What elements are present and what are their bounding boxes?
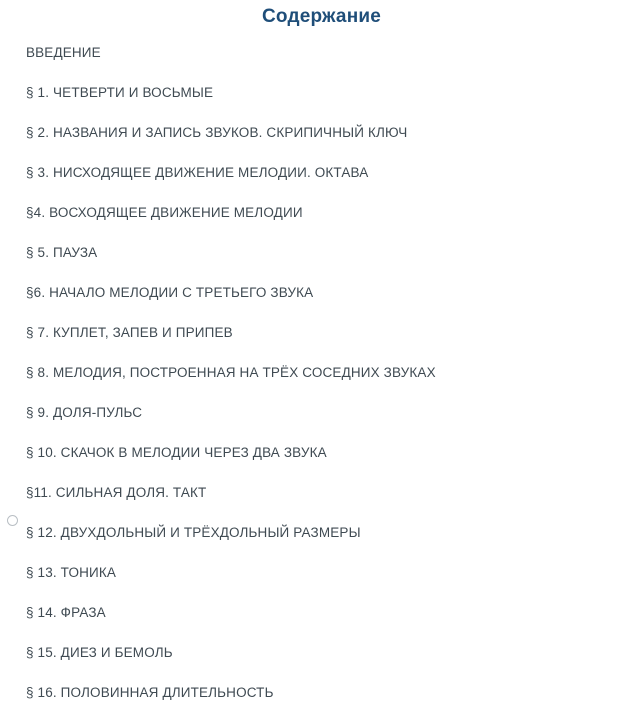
list-item[interactable]: § 2. НАЗВАНИЯ И ЗАПИСЬ ЗВУКОВ. СКРИПИЧНЫЙ КЛЮЧ [26,125,408,140]
list-item[interactable]: § 5. ПАУЗА [26,245,98,260]
list-item[interactable]: §4. ВОСХОДЯЩЕЕ ДВИЖЕНИЕ МЕЛОДИИ [26,205,303,220]
list-item[interactable]: § 15. ДИЕЗ И БЕМОЛЬ [26,645,173,660]
list-item[interactable]: § 16. ПОЛОВИННАЯ ДЛИТЕЛЬНОСТЬ [26,685,274,700]
table-of-contents [0,46,643,700]
list-item[interactable]: ВВЕДЕНИЕ [26,45,101,60]
cursor-indicator-icon [7,515,18,526]
list-item[interactable]: § 7. КУПЛЕТ, ЗАПЕВ И ПРИПЕВ [26,325,233,340]
list-item[interactable]: § 1. ЧЕТВЕРТИ И ВОСЬМЫЕ [26,85,214,100]
list-item[interactable]: § 3. НИСХОДЯЩЕЕ ДВИЖЕНИЕ МЕЛОДИИ. ОКТАВА [26,165,369,180]
list-item[interactable]: § 13. ТОНИКА [26,565,117,580]
page-title: Содержание [261,6,382,27]
list-item[interactable]: § 9. ДОЛЯ-ПУЛЬС [26,405,143,420]
list-item[interactable]: § 8. МЕЛОДИЯ, ПОСТРОЕННАЯ НА ТРЁХ СОСЕДНИХ ЗВУКАХ [26,365,436,380]
list-item[interactable]: § 12. ДВУХДОЛЬНЫЙ И ТРЁХДОЛЬНЫЙ РАЗМЕРЫ [26,525,361,540]
list-item[interactable]: §11. СИЛЬНАЯ ДОЛЯ. ТАКТ [26,485,207,500]
list-item[interactable]: §6. НАЧАЛО МЕЛОДИИ С ТРЕТЬЕГО ЗВУКА [26,285,314,300]
list-item[interactable]: § 14. ФРАЗА [26,605,106,620]
list-item[interactable]: § 10. СКАЧОК В МЕЛОДИИ ЧЕРЕЗ ДВА ЗВУКА [26,445,327,460]
